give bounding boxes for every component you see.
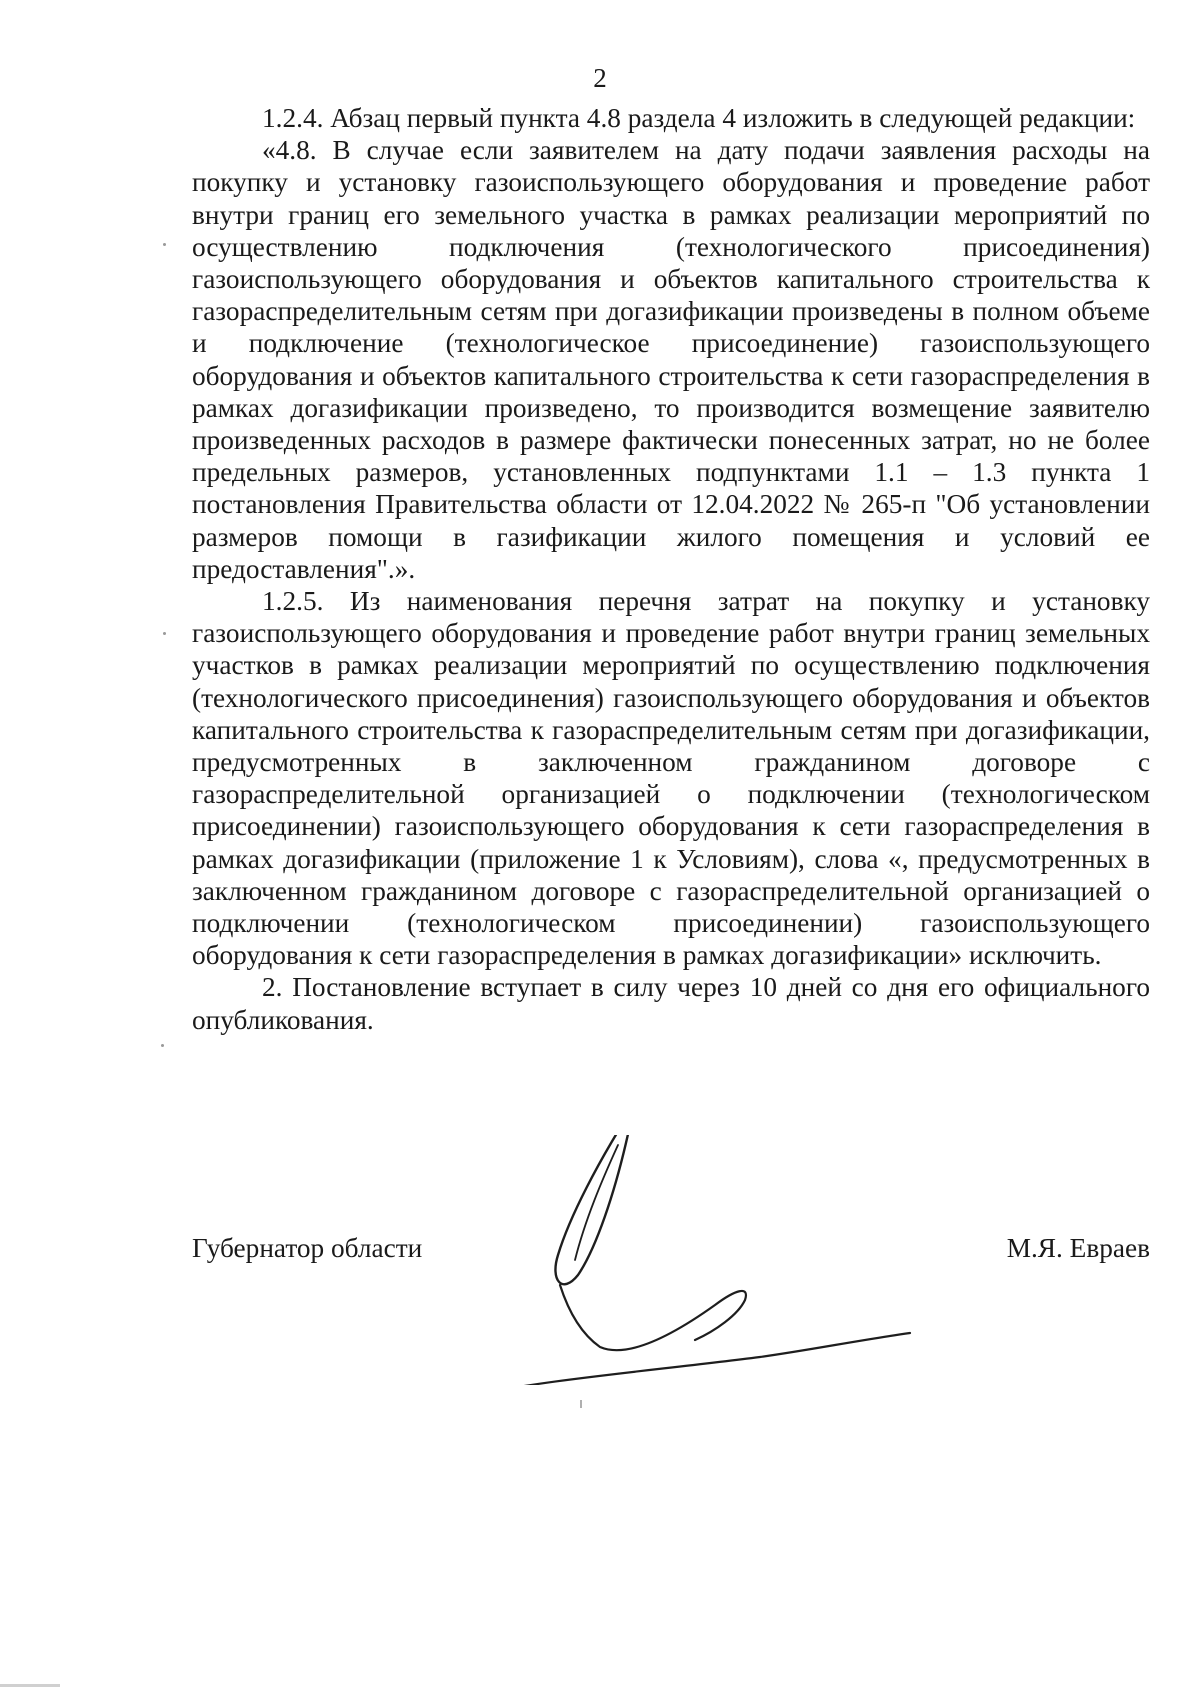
paragraph-2-effective-date: 2. Постановление вступает в силу через 10 дней со дня его официального опубликования. bbox=[192, 972, 1150, 1035]
handwritten-signature bbox=[500, 1135, 920, 1385]
signer-position: Губернатор области bbox=[192, 1233, 423, 1263]
paragraph-4-8-quote: «4.8. В случае если заявителем на дату подачи заявления расходы на покупку и установку газоиспользующего оборудования и проведение работ внутри границ его земельного участка в рамках реализации мероприятий по осуществлению подключения (технологического присоединения) газоиспользующего оборудования и объектов капитального строительства к газораспределительным сетям при догазификации произведены в полном объеме и подключение (технологическое присоединение) газоиспользующего оборудования и объектов капитального строительства к сети газораспределения в рамках догазификации произведено, то производится возмещение заявителю произведенных расходов в размере фактически понесенных затрат, но не более предельных размеров, установленных подпунктами 1.1 – 1.3 пункта 1 постановления Правительства области от 12.04.2022 № 265-п "Об установлении размеров помощи в газификации жилого помещения и условий ее предоставления".». bbox=[192, 135, 1150, 584]
scan-speck bbox=[161, 1044, 164, 1047]
paragraph-1-2-4: 1.2.4. Абзац первый пункта 4.8 раздела 4 изложить в следующей редакции: bbox=[262, 103, 1136, 133]
scan-speck bbox=[0, 1684, 60, 1687]
scan-speck bbox=[580, 1400, 582, 1408]
page-number: 2 bbox=[593, 63, 607, 93]
document-body bbox=[192, 102, 1150, 1036]
paragraph-1-2-5: 1.2.5. Из наименования перечня затрат на покупку и установку газоиспользующего оборудования и проведение работ внутри границ земельных участков в рамках реализации мероприятий по осуществлению подключения (технологического присоединения) газоиспользующего оборудования и объектов капитального строительства к газораспределительным сетям при догазификации, предусмотренных в заключенном гражданином договоре с газораспределительной организацией о подключении (технологическом присоединении) газоиспользующего оборудования к сети газораспределения в рамках догазификации (приложение 1 к Условиям), слова «, предусмотренных в заключенном гражданином договоре с газораспределительной организацией о подключении (технологическом присоединении) газоиспользующего оборудования к сети газораспределения в рамках догазификации» исключить. bbox=[192, 586, 1150, 971]
scan-speck bbox=[163, 243, 166, 246]
signer-name: М.Я. Евраев bbox=[1006, 1233, 1150, 1263]
scan-speck bbox=[163, 632, 166, 635]
